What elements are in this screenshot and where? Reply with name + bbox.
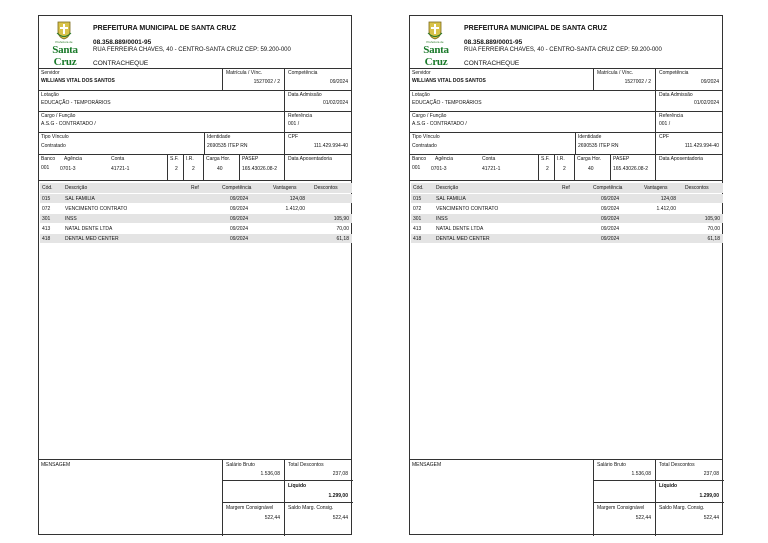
logo-name: Santa Cruz bbox=[423, 44, 449, 68]
label-conta: Conta bbox=[482, 156, 496, 162]
table-row bbox=[40, 234, 352, 243]
item-cod: 413 bbox=[42, 226, 51, 232]
item-cod: 072 bbox=[42, 206, 51, 212]
cargo-value: A.S.G - CONTRATADO / bbox=[412, 121, 467, 127]
banco-value: 001 bbox=[41, 165, 50, 171]
pasep-value: 165.43026.08-2 bbox=[242, 166, 278, 172]
org-name: PREFEITURA MUNICIPAL DE SANTA CRUZ bbox=[464, 25, 607, 32]
label-data-admissao: Data Admissão bbox=[659, 92, 693, 98]
item-vantagens: 1.412,00 bbox=[285, 206, 305, 212]
logo-subtitle: Prefeitura de bbox=[426, 40, 444, 44]
sf-value: 2 bbox=[175, 166, 178, 172]
cnpj: 08.358.889/0001-95 bbox=[93, 39, 152, 46]
item-descricao: VENCIMENTO CONTRATO bbox=[65, 206, 128, 212]
payslip-copy-2 bbox=[409, 15, 723, 535]
label-carga-hor: Carga Hor. bbox=[206, 156, 231, 162]
table-row bbox=[411, 194, 723, 203]
item-vantagens: 1.412,00 bbox=[656, 206, 676, 212]
tipo-vinculo-value: Contratado bbox=[41, 143, 66, 149]
doc-type: CONTRACHEQUE bbox=[93, 60, 149, 67]
label-mensagem: MENSAGEM bbox=[412, 462, 442, 468]
city-logo bbox=[44, 20, 84, 68]
agencia-value: 0701-3 bbox=[60, 166, 76, 172]
label-total-descontos: Total Descontos bbox=[659, 462, 695, 468]
matricula-value: 1527002 / 2 bbox=[624, 79, 651, 85]
org-name: PREFEITURA MUNICIPAL DE SANTA CRUZ bbox=[93, 25, 236, 32]
item-cod: 072 bbox=[413, 206, 422, 212]
matricula-value: 1527002 / 2 bbox=[253, 79, 280, 85]
slip-header bbox=[39, 16, 351, 68]
pasep-value: 165.43026.08-2 bbox=[613, 166, 649, 172]
liquido-value: 1.299,00 bbox=[699, 493, 719, 499]
item-descricao: NATAL DENTE LTDA bbox=[65, 226, 113, 232]
crest-icon bbox=[56, 20, 72, 40]
margem-value: 522,44 bbox=[264, 515, 280, 521]
item-competencia: 09/2024 bbox=[601, 226, 620, 232]
item-descricao: SAL FAMILIA bbox=[436, 196, 466, 202]
label-margem: Margem Consignável bbox=[597, 505, 645, 511]
label-sf: S.F. bbox=[170, 156, 179, 162]
label-ir: I.R. bbox=[186, 156, 194, 162]
label-banco: Banco bbox=[41, 156, 56, 162]
item-descontos: 61,18 bbox=[707, 236, 720, 242]
col-descontos: Descontos bbox=[685, 185, 709, 191]
carga-hor-value: 40 bbox=[588, 166, 594, 172]
logo-name: Santa Cruz bbox=[52, 44, 78, 68]
item-descricao: NATAL DENTE LTDA bbox=[436, 226, 484, 232]
label-matricula: Matrícula / Vínc. bbox=[597, 70, 634, 76]
label-carga-hor: Carga Hor. bbox=[577, 156, 602, 162]
table-row bbox=[40, 224, 352, 233]
item-descricao: INSS bbox=[65, 216, 77, 222]
referencia-value: 001 / bbox=[659, 121, 671, 127]
label-cpf: CPF bbox=[659, 134, 669, 140]
item-competencia: 09/2024 bbox=[601, 196, 620, 202]
item-vantagens: 124,08 bbox=[289, 196, 305, 202]
label-matricula: Matrícula / Vínc. bbox=[226, 70, 263, 76]
item-cod: 301 bbox=[42, 216, 51, 222]
col-competencia: Competência bbox=[593, 185, 623, 191]
label-servidor: Servidor bbox=[412, 70, 431, 76]
item-descricao: DENTAL MED CENTER bbox=[436, 236, 490, 242]
address: RUA FERREIRA CHAVES, 40 - CENTRO-SANTA CRUZ CEP: 59.200-000 bbox=[464, 47, 662, 53]
salario-bruto-value: 1.536,08 bbox=[631, 471, 651, 477]
label-tipo-vinculo: Tipo Vínculo bbox=[412, 134, 440, 140]
label-total-descontos: Total Descontos bbox=[288, 462, 324, 468]
table-row bbox=[411, 224, 723, 233]
identidade-value: 2690535 ITEP RN bbox=[578, 143, 619, 149]
label-pasep: PASEP bbox=[242, 156, 259, 162]
banco-value: 001 bbox=[412, 165, 421, 171]
conta-value: 41721-1 bbox=[111, 166, 130, 172]
ir-value: 2 bbox=[563, 166, 566, 172]
label-cpf: CPF bbox=[288, 134, 298, 140]
col-vantagens: Vantagens bbox=[644, 185, 668, 191]
col-competencia: Competência bbox=[222, 185, 252, 191]
label-liquido: Líquido bbox=[288, 483, 307, 489]
label-servidor: Servidor bbox=[41, 70, 60, 76]
liquido-value: 1.299,00 bbox=[328, 493, 348, 499]
table-row bbox=[40, 214, 352, 223]
address: RUA FERREIRA CHAVES, 40 - CENTRO-SANTA CRUZ CEP: 59.200-000 bbox=[93, 47, 291, 53]
label-data-aposentadoria: Data Aposentadoria bbox=[659, 156, 703, 162]
item-descricao: DENTAL MED CENTER bbox=[65, 236, 119, 242]
label-salario-bruto: Salário Bruto bbox=[226, 462, 255, 468]
total-descontos-value: 237,08 bbox=[703, 471, 719, 477]
lotacao-value: EDUCAÇÃO - TEMPORÁRIOS bbox=[41, 100, 111, 106]
label-pasep: PASEP bbox=[613, 156, 630, 162]
item-competencia: 09/2024 bbox=[230, 216, 249, 222]
referencia-value: 001 / bbox=[288, 121, 300, 127]
label-agencia: Agência bbox=[64, 156, 83, 162]
col-cod: Cód. bbox=[42, 185, 53, 191]
label-cargo: Cargo / Função bbox=[412, 113, 447, 119]
item-cod: 015 bbox=[42, 196, 51, 202]
label-referencia: Referência bbox=[659, 113, 684, 119]
label-data-aposentadoria: Data Aposentadoria bbox=[288, 156, 332, 162]
label-identidade: Identidade bbox=[578, 134, 602, 140]
item-descontos: 70,00 bbox=[336, 226, 349, 232]
item-competencia: 09/2024 bbox=[230, 206, 249, 212]
table-row bbox=[411, 214, 723, 223]
label-mensagem: MENSAGEM bbox=[41, 462, 71, 468]
label-saldo-margem: Saldo Marg. Consig. bbox=[659, 505, 705, 511]
table-row bbox=[411, 234, 723, 243]
data-admissao-value: 01/02/2024 bbox=[322, 100, 348, 106]
col-ref: Ref bbox=[191, 185, 199, 191]
carga-hor-value: 40 bbox=[217, 166, 223, 172]
col-descricao: Descrição bbox=[65, 185, 88, 191]
label-margem: Margem Consignável bbox=[226, 505, 274, 511]
label-referencia: Referência bbox=[288, 113, 313, 119]
cpf-value: 111.429.994-40 bbox=[684, 143, 719, 149]
payslip-copy-1 bbox=[38, 15, 352, 535]
table-row bbox=[411, 204, 723, 213]
item-descontos: 105,90 bbox=[704, 216, 720, 222]
competencia-value: 09/2024 bbox=[329, 79, 348, 85]
col-ref: Ref bbox=[562, 185, 570, 191]
item-descricao: VENCIMENTO CONTRATO bbox=[436, 206, 499, 212]
label-cargo: Cargo / Função bbox=[41, 113, 76, 119]
label-saldo-margem: Saldo Marg. Consig. bbox=[288, 505, 334, 511]
label-liquido: Líquido bbox=[659, 483, 678, 489]
item-competencia: 09/2024 bbox=[230, 236, 249, 242]
salario-bruto-value: 1.536,08 bbox=[260, 471, 280, 477]
cpf-value: 111.429.994-40 bbox=[313, 143, 348, 149]
cnpj: 08.358.889/0001-95 bbox=[464, 39, 523, 46]
tipo-vinculo-value: Contratado bbox=[412, 143, 437, 149]
label-tipo-vinculo: Tipo Vínculo bbox=[41, 134, 69, 140]
label-conta: Conta bbox=[111, 156, 125, 162]
ir-value: 2 bbox=[192, 166, 195, 172]
item-cod: 418 bbox=[413, 236, 422, 242]
label-lotacao: Lotação bbox=[41, 92, 59, 98]
identidade-value: 2690535 ITEP RN bbox=[207, 143, 248, 149]
item-competencia: 09/2024 bbox=[601, 206, 620, 212]
margem-value: 522,44 bbox=[635, 515, 651, 521]
item-vantagens: 124,08 bbox=[660, 196, 676, 202]
item-competencia: 09/2024 bbox=[230, 196, 249, 202]
label-data-admissao: Data Admissão bbox=[288, 92, 322, 98]
agencia-value: 0701-3 bbox=[431, 166, 447, 172]
conta-value: 41721-1 bbox=[482, 166, 501, 172]
label-competencia: Competência bbox=[288, 70, 318, 76]
item-descontos: 105,90 bbox=[333, 216, 349, 222]
item-descontos: 70,00 bbox=[707, 226, 720, 232]
logo-subtitle: Prefeitura de bbox=[55, 40, 73, 44]
total-descontos-value: 237,08 bbox=[332, 471, 348, 477]
sf-value: 2 bbox=[546, 166, 549, 172]
item-cod: 418 bbox=[42, 236, 51, 242]
cargo-value: A.S.G - CONTRATADO / bbox=[41, 121, 96, 127]
label-agencia: Agência bbox=[435, 156, 454, 162]
saldo-margem-value: 522,44 bbox=[332, 515, 348, 521]
table-header bbox=[411, 183, 723, 193]
servidor-value: WILLIANS VITAL DOS SANTOS bbox=[41, 78, 115, 84]
table-row bbox=[40, 194, 352, 203]
item-competencia: 09/2024 bbox=[230, 226, 249, 232]
col-cod: Cód. bbox=[413, 185, 424, 191]
item-competencia: 09/2024 bbox=[601, 236, 620, 242]
label-ir: I.R. bbox=[557, 156, 565, 162]
saldo-margem-value: 522,44 bbox=[703, 515, 719, 521]
item-descricao: INSS bbox=[436, 216, 448, 222]
item-competencia: 09/2024 bbox=[601, 216, 620, 222]
city-logo bbox=[415, 20, 455, 68]
label-sf: S.F. bbox=[541, 156, 550, 162]
table-row bbox=[40, 204, 352, 213]
item-cod: 015 bbox=[413, 196, 422, 202]
data-admissao-value: 01/02/2024 bbox=[693, 100, 719, 106]
label-salario-bruto: Salário Bruto bbox=[597, 462, 626, 468]
col-vantagens: Vantagens bbox=[273, 185, 297, 191]
competencia-value: 09/2024 bbox=[700, 79, 719, 85]
col-descontos: Descontos bbox=[314, 185, 338, 191]
servidor-value: WILLIANS VITAL DOS SANTOS bbox=[412, 78, 486, 84]
lotacao-value: EDUCAÇÃO - TEMPORÁRIOS bbox=[412, 100, 482, 106]
item-cod: 413 bbox=[413, 226, 422, 232]
table-header bbox=[40, 183, 352, 193]
doc-type: CONTRACHEQUE bbox=[464, 60, 520, 67]
item-descontos: 61,18 bbox=[336, 236, 349, 242]
label-banco: Banco bbox=[412, 156, 427, 162]
label-identidade: Identidade bbox=[207, 134, 231, 140]
label-competencia: Competência bbox=[659, 70, 689, 76]
item-descricao: SAL FAMILIA bbox=[65, 196, 95, 202]
col-descricao: Descrição bbox=[436, 185, 459, 191]
item-cod: 301 bbox=[413, 216, 422, 222]
slip-header bbox=[410, 16, 722, 68]
label-lotacao: Lotação bbox=[412, 92, 430, 98]
crest-icon bbox=[427, 20, 443, 40]
